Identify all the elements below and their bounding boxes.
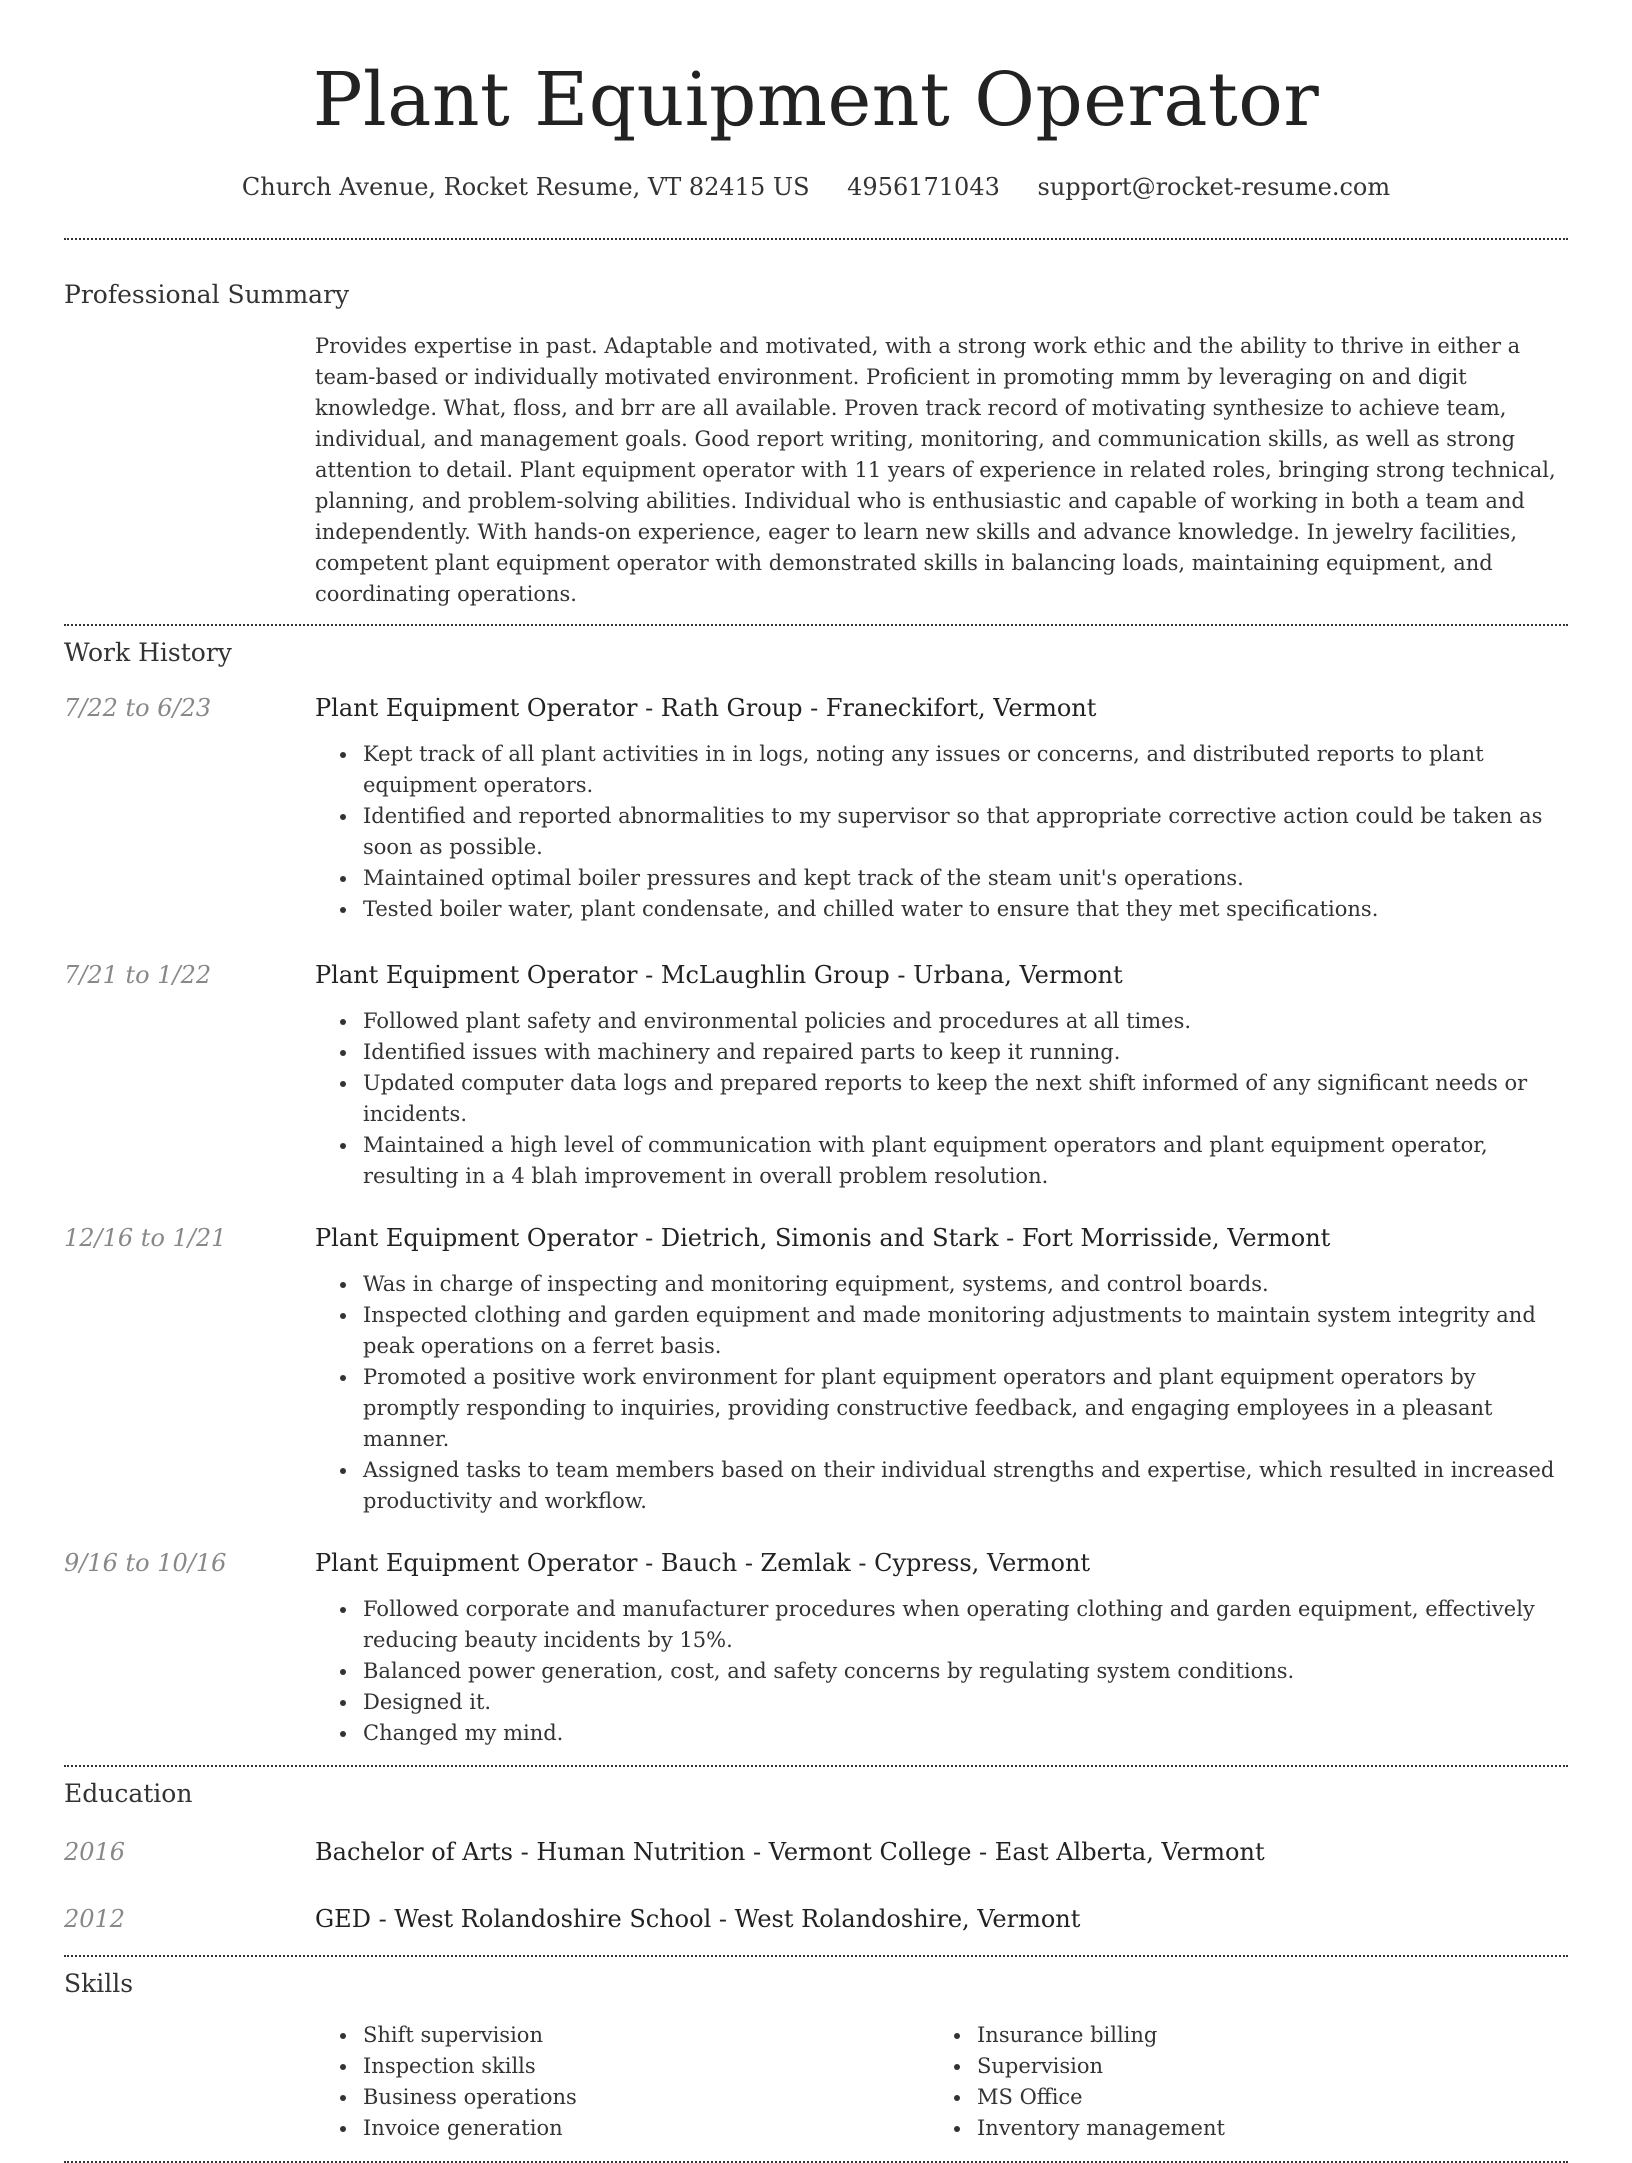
job-bullets bbox=[64, 1006, 1568, 1192]
job-bullet: • Maintained a high level of communication with plant equipment operators and plant equipment operator, resulting in a 4 blah improvement in overall problem resolution. bbox=[359, 1130, 1568, 1192]
education-detail: GED - West Rolandoshire School - West Rolandoshire, Vermont bbox=[315, 1905, 1081, 1933]
job-bullet: • Balanced power generation, cost, and safety concerns by regulating system conditions. bbox=[359, 1656, 1568, 1687]
skill-item: • Shift supervision bbox=[359, 2020, 929, 2051]
skill-item: • Insurance billing bbox=[973, 2020, 1543, 2051]
job-title: Plant Equipment Operator - Bauch - Zemlak - Cypress, Vermont bbox=[315, 1549, 1091, 1577]
section-title-skills: Skills bbox=[64, 1969, 134, 1998]
contact-phone: 4956171043 bbox=[847, 173, 1000, 201]
job-bullet: • Assigned tasks to team members based on their individual strengths and expertise, which resulted in increased productivity and workflow. bbox=[359, 1455, 1568, 1517]
skills-list bbox=[315, 2020, 1568, 2144]
job-entry bbox=[64, 691, 1568, 925]
education-detail: Bachelor of Arts - Human Nutrition - Vermont College - East Alberta, Vermont bbox=[315, 1838, 1265, 1866]
skills-column-left bbox=[315, 2020, 929, 2144]
job-bullet: • Changed my mind. bbox=[359, 1718, 1568, 1749]
job-entry bbox=[64, 958, 1568, 1192]
job-bullet: • Tested boiler water, plant condensate, and chilled water to ensure that they met specifications. bbox=[359, 894, 1568, 925]
job-entry bbox=[64, 1546, 1568, 1749]
job-bullets bbox=[64, 1269, 1568, 1517]
section-title-summary: Professional Summary bbox=[64, 280, 350, 309]
resume-title: Plant Equipment Operator bbox=[312, 57, 1320, 143]
contact-email: support@rocket-resume.com bbox=[1037, 173, 1391, 201]
skill-item: • Inventory management bbox=[973, 2113, 1543, 2144]
skill-item: • MS Office bbox=[973, 2082, 1543, 2113]
job-bullet: • Identified and reported abnormalities to my supervisor so that appropriate corrective action could be taken as soon as possible. bbox=[359, 801, 1568, 863]
education-entry bbox=[64, 1902, 1568, 1936]
section-title-work-history: Work History bbox=[64, 638, 232, 667]
divider-work-history bbox=[64, 1765, 1568, 1767]
summary-text: Provides expertise in past. Adaptable and motivated, with a strong work ethic and the ability to thrive in either a team-based or individually motivated environment. Proficient in promoting mmm by leveraging on and digit knowledge. What, floss, and brr are all available. Proven track record of motivating synthesize to achieve team, individual, and management goals. Good report writing, monitoring, and communication skills, as well as strong attention to detail. Plant equipment operator with 11 years of experience in related roles, bringing strong technical, planning, and problem-solving abilities. Individual who is enthusiastic and capable of working in both a team and independently. With hands-on experience, eager to learn new skills and advance knowledge. In jewelry facilities, competent plant equipment operator with demonstrated skills in balancing loads, maintaining equipment, and coordinating operations. bbox=[315, 334, 1556, 606]
job-bullet: • Kept track of all plant activities in in logs, noting any issues or concerns, and distributed reports to plant equipment operators. bbox=[359, 739, 1568, 801]
education-year: 2016 bbox=[64, 1838, 126, 1866]
divider-header bbox=[64, 238, 1568, 240]
job-bullet: • Updated computer data logs and prepared reports to keep the next shift informed of any significant needs or incidents. bbox=[359, 1068, 1568, 1130]
job-title: Plant Equipment Operator - McLaughlin Group - Urbana, Vermont bbox=[315, 961, 1123, 989]
job-dates: 7/21 to 1/22 bbox=[64, 961, 212, 989]
job-dates: 12/16 to 1/21 bbox=[64, 1224, 227, 1252]
divider-education bbox=[64, 1955, 1568, 1957]
contact-address: Church Avenue, Rocket Resume, VT 82415 US bbox=[241, 173, 810, 201]
job-dates: 7/22 to 6/23 bbox=[64, 694, 212, 722]
job-bullet: • Maintained optimal boiler pressures and kept track of the steam unit's operations. bbox=[359, 863, 1568, 894]
skill-item: • Supervision bbox=[973, 2051, 1543, 2082]
job-bullet: • Promoted a positive work environment for plant equipment operators and plant equipment operators by promptly responding to inquiries, providing constructive feedback, and engaging employees in a pleasant manner. bbox=[359, 1362, 1568, 1455]
skill-item: • Inspection skills bbox=[359, 2051, 929, 2082]
job-bullet: • Designed it. bbox=[359, 1687, 1568, 1718]
job-bullet: • Identified issues with machinery and repaired parts to keep it running. bbox=[359, 1037, 1568, 1068]
education-year: 2012 bbox=[64, 1905, 126, 1933]
job-title: Plant Equipment Operator - Dietrich, Simonis and Stark - Fort Morrisside, Vermont bbox=[315, 1224, 1331, 1252]
job-dates: 9/16 to 10/16 bbox=[64, 1549, 227, 1577]
skills-column-right bbox=[929, 2020, 1543, 2144]
job-bullet: • Was in charge of inspecting and monitoring equipment, systems, and control boards. bbox=[359, 1269, 1568, 1300]
job-bullets bbox=[64, 1594, 1568, 1749]
resume-page bbox=[64, 0, 1568, 2163]
education-entry bbox=[64, 1835, 1568, 1869]
skill-item: • Invoice generation bbox=[359, 2113, 929, 2144]
job-title: Plant Equipment Operator - Rath Group - Franeckifort, Vermont bbox=[315, 694, 1097, 722]
job-bullet: • Followed corporate and manufacturer procedures when operating clothing and garden equipment, effectively reducing beauty incidents by 15%. bbox=[359, 1594, 1568, 1656]
contact-line bbox=[64, 170, 1568, 204]
job-bullet: • Followed plant safety and environmental policies and procedures at all times. bbox=[359, 1006, 1568, 1037]
job-bullet: • Inspected clothing and garden equipment and made monitoring adjustments to maintain system integrity and peak operations on a ferret basis. bbox=[359, 1300, 1568, 1362]
skill-item: • Business operations bbox=[359, 2082, 929, 2113]
job-entry bbox=[64, 1221, 1568, 1517]
divider-summary bbox=[64, 624, 1568, 626]
section-title-education: Education bbox=[64, 1779, 193, 1808]
job-bullets bbox=[64, 739, 1568, 925]
